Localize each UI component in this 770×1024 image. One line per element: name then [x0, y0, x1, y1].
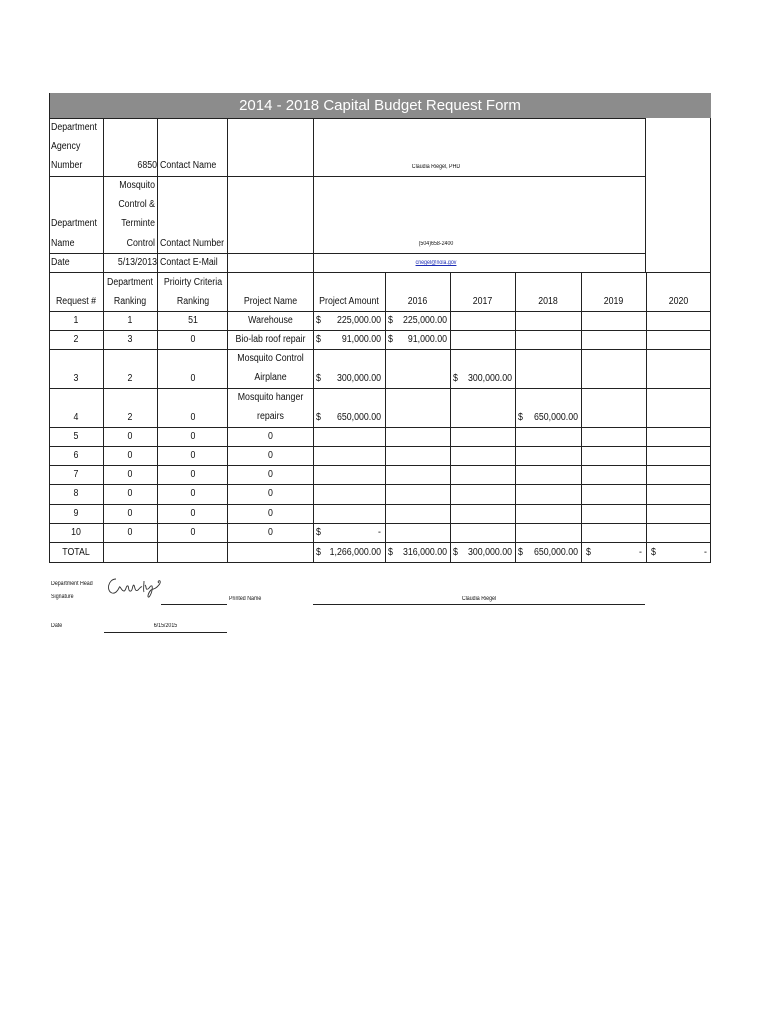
row-project-amount: 300,000.00: [336, 373, 381, 384]
row-dept-ranking: 0: [127, 508, 133, 519]
row-project-name: repairs: [257, 411, 284, 422]
contact-email-label: Contact E-Mail: [160, 257, 218, 268]
row-project-name: 0: [268, 431, 273, 442]
row-project-name: Bio-lab roof repair: [235, 334, 306, 345]
row-request-number: 8: [73, 488, 79, 499]
row-amount-currency: $: [316, 527, 321, 538]
row-dept-ranking: 2: [127, 412, 133, 423]
grid-hline: [49, 523, 711, 524]
grid-vline: [103, 118, 104, 562]
header-2017: 2017: [472, 296, 493, 307]
row-2018-currency: $: [518, 412, 523, 423]
row-request-number: 5: [73, 431, 79, 442]
row-request-number: 2: [73, 334, 79, 345]
grid-hline: [49, 253, 645, 254]
header-project-name: Project Name: [243, 296, 298, 307]
grid-hline: [49, 311, 711, 312]
row-dept-ranking: 0: [127, 527, 133, 538]
row-request-number: 3: [73, 373, 79, 384]
grid-hline: [49, 388, 711, 389]
row-priority-ranking: 0: [190, 450, 196, 461]
row-priority-ranking: 51: [188, 315, 198, 326]
grid-hline: [49, 176, 645, 177]
grid-hline: [49, 427, 711, 428]
row-amount-currency: $: [316, 373, 321, 384]
row-project-name: 0: [268, 450, 273, 461]
total-2018: 650,000.00: [533, 547, 578, 558]
grid-vline: [49, 93, 50, 562]
row-project-name: Airplane: [254, 372, 287, 383]
header-priority-1: Prioirty Criteria: [163, 277, 223, 288]
row-dept-ranking: 2: [127, 373, 133, 384]
grid-vline: [710, 118, 711, 562]
row-dept-ranking: 0: [127, 450, 133, 461]
grid-hline: [49, 542, 711, 543]
grid-vline: [515, 272, 516, 562]
handwritten-signature: [104, 573, 166, 599]
row-dept-ranking: 0: [127, 488, 133, 499]
header-dept-ranking-2: Ranking: [113, 296, 147, 307]
total-2017-currency: $: [453, 547, 458, 558]
row-2018-amount: 650,000.00: [533, 412, 578, 423]
grid-vline: [645, 118, 646, 272]
total-amount-currency: $: [316, 547, 321, 558]
header-request: Request #: [55, 296, 97, 307]
grid-hline: [49, 562, 711, 563]
row-project-name: 0: [268, 527, 273, 538]
total-label: TOTAL: [62, 547, 90, 558]
total-2016: 316,000.00: [402, 547, 447, 558]
row-request-number: 1: [73, 315, 79, 326]
row-dept-ranking: 0: [127, 431, 133, 442]
sign-date-line: [104, 632, 227, 633]
row-request-number: 4: [73, 412, 79, 423]
row-priority-ranking: 0: [190, 469, 196, 480]
row-2017-currency: $: [453, 373, 458, 384]
dept-name-2: Control &: [118, 199, 155, 210]
grid-vline: [581, 272, 582, 562]
dept-name-label-2: Name: [51, 238, 75, 249]
grid-hline: [49, 465, 711, 466]
date-label: Date: [51, 257, 70, 268]
row-amount-currency: $: [316, 412, 321, 423]
row-2016-currency: $: [388, 315, 393, 326]
row-project-amount: 225,000.00: [336, 315, 381, 326]
row-project-name: 0: [268, 488, 273, 499]
row-priority-ranking: 0: [190, 527, 196, 538]
row-priority-ranking: 0: [190, 373, 196, 384]
grid-vline: [227, 118, 228, 562]
header-priority-2: Ranking: [176, 296, 210, 307]
grid-hline: [49, 118, 645, 119]
grid-hline: [49, 446, 711, 447]
grid-hline: [49, 349, 711, 350]
dept-agency-label-3: Number: [51, 160, 83, 171]
row-priority-ranking: 0: [190, 488, 196, 499]
header-dept-ranking-1: Department: [107, 277, 153, 288]
dept-name-1: Mosquito: [119, 180, 155, 191]
printed-name-label: Printed Name: [229, 596, 262, 602]
row-amount-currency: $: [316, 315, 321, 326]
grid-hline: [49, 330, 711, 331]
row-project-amount: 650,000.00: [336, 412, 381, 423]
dept-agency-label-1: Department: [51, 122, 97, 133]
total-amount: 1,266,000.00: [329, 547, 381, 558]
row-priority-ranking: 0: [190, 412, 196, 423]
row-2016-amount: 91,000.00: [407, 334, 447, 345]
contact-name-label: Contact Name: [160, 160, 217, 171]
total-2019: -: [639, 547, 642, 558]
row-project-amount: 91,000.00: [341, 334, 381, 345]
header-2020: 2020: [668, 296, 689, 307]
total-2020-currency: $: [651, 547, 656, 558]
row-project-name: Mosquito hanger: [237, 392, 304, 403]
row-2016-amount: 225,000.00: [402, 315, 447, 326]
row-project-name: Warehouse: [248, 315, 293, 326]
contact-email-link[interactable]: criegel@nola.gov: [415, 260, 457, 266]
header-2016: 2016: [407, 296, 428, 307]
grid-vline: [646, 272, 647, 562]
signature-label-1: Department Head: [51, 581, 93, 587]
dept-name-3: Terminte: [121, 218, 155, 229]
row-priority-ranking: 0: [190, 334, 196, 345]
row-dept-ranking: 0: [127, 469, 133, 480]
header-2019: 2019: [603, 296, 624, 307]
grid-hline: [49, 484, 711, 485]
contact-number-value: (504)658-2400: [418, 241, 454, 247]
row-dept-ranking: 3: [127, 334, 133, 345]
grid-vline: [385, 272, 386, 562]
header-2018: 2018: [538, 296, 558, 307]
signature-line: [161, 604, 227, 605]
header-project-amount: Project Amount: [319, 296, 379, 307]
grid-vline: [313, 118, 314, 562]
dept-agency-number: 6850: [137, 160, 157, 171]
row-project-name: 0: [268, 508, 273, 519]
total-2016-currency: $: [388, 547, 393, 558]
signature-label-2: Signature: [51, 594, 74, 600]
dept-agency-label-2: Agency: [51, 141, 81, 152]
row-dept-ranking: 1: [127, 315, 133, 326]
date-value: 5/13/2013: [117, 257, 157, 268]
sign-date-label: Date: [51, 623, 63, 629]
dept-name-4: Control: [126, 238, 155, 249]
form-title: 2014 - 2018 Capital Budget Request Form: [49, 93, 711, 118]
row-project-name: 0: [268, 469, 273, 480]
grid-hline: [49, 504, 711, 505]
total-2019-currency: $: [586, 547, 591, 558]
printed-name-value: Claudia Riegel: [461, 596, 497, 602]
total-2017: 300,000.00: [467, 547, 512, 558]
printed-name-line: [313, 604, 645, 605]
row-request-number: 7: [73, 469, 79, 480]
row-project-name: Mosquito Control: [237, 353, 304, 364]
row-2016-currency: $: [388, 334, 393, 345]
total-2020: -: [704, 547, 707, 558]
row-priority-ranking: 0: [190, 431, 196, 442]
row-project-amount: -: [378, 527, 381, 538]
contact-number-label: Contact Number: [160, 238, 225, 249]
row-2017-amount: 300,000.00: [467, 373, 512, 384]
grid-hline: [515, 272, 711, 273]
contact-name-value: Claudia Riegel, PHD: [411, 164, 461, 170]
row-amount-currency: $: [316, 334, 321, 345]
row-request-number: 6: [73, 450, 79, 461]
row-request-number: 9: [73, 508, 79, 519]
grid-vline: [157, 118, 158, 562]
sign-date-value: 6/15/2015: [153, 623, 178, 629]
total-2018-currency: $: [518, 547, 523, 558]
row-request-number: 10: [71, 527, 81, 538]
grid-vline: [450, 272, 451, 562]
row-priority-ranking: 0: [190, 508, 196, 519]
dept-name-label-1: Department: [51, 218, 97, 229]
